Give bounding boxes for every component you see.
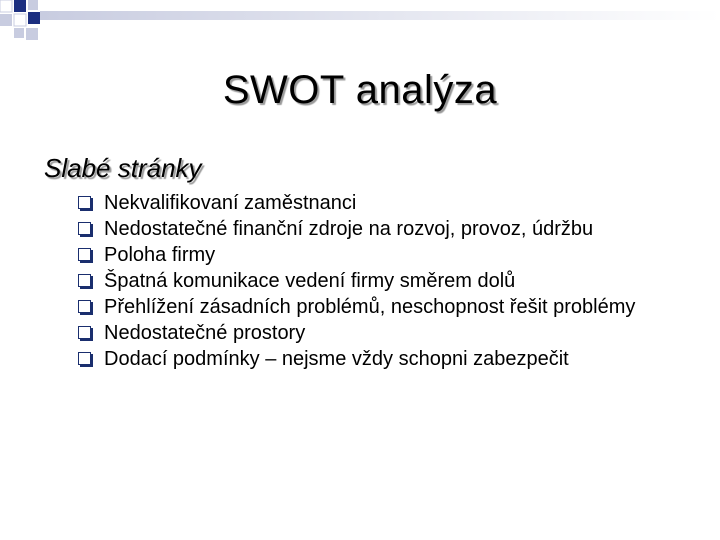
section-heading: Slabé stránky bbox=[44, 153, 202, 183]
square-bullet-icon bbox=[78, 222, 91, 235]
list-item-text: Dodací podmínky – nejsme vždy schopni zabezpečit bbox=[104, 348, 569, 370]
slide-title: SWOT analýza bbox=[222, 68, 498, 112]
list-item bbox=[76, 322, 696, 344]
square-bullet-icon bbox=[78, 248, 91, 261]
square-bullet-icon bbox=[78, 326, 91, 339]
list-item-text: Špatná komunikace vedení firmy směrem dolů bbox=[104, 270, 516, 292]
list-item-text: Poloha firmy bbox=[104, 244, 216, 266]
square-bullet-icon bbox=[78, 274, 91, 287]
list-item-text: Přehlížení zásadních problémů, neschopnost řešit problémy bbox=[104, 296, 636, 318]
list-item-text: Nekvalifikovaní zaměstnanci bbox=[104, 192, 357, 214]
list-item bbox=[76, 296, 696, 318]
corner-decoration bbox=[0, 0, 720, 50]
square-bullet-icon bbox=[78, 352, 91, 365]
list-item-text: Nedostatečné prostory bbox=[104, 322, 306, 344]
list-item bbox=[76, 270, 696, 292]
square-bullet-icon bbox=[78, 196, 91, 209]
bullet-list bbox=[76, 192, 696, 374]
list-item bbox=[76, 348, 696, 370]
list-item-text: Nedostatečné finanční zdroje na rozvoj, provoz, údržbu bbox=[104, 218, 594, 240]
list-item bbox=[76, 192, 696, 214]
list-item bbox=[76, 218, 696, 240]
square-bullet-icon bbox=[78, 300, 91, 313]
list-item bbox=[76, 244, 696, 266]
